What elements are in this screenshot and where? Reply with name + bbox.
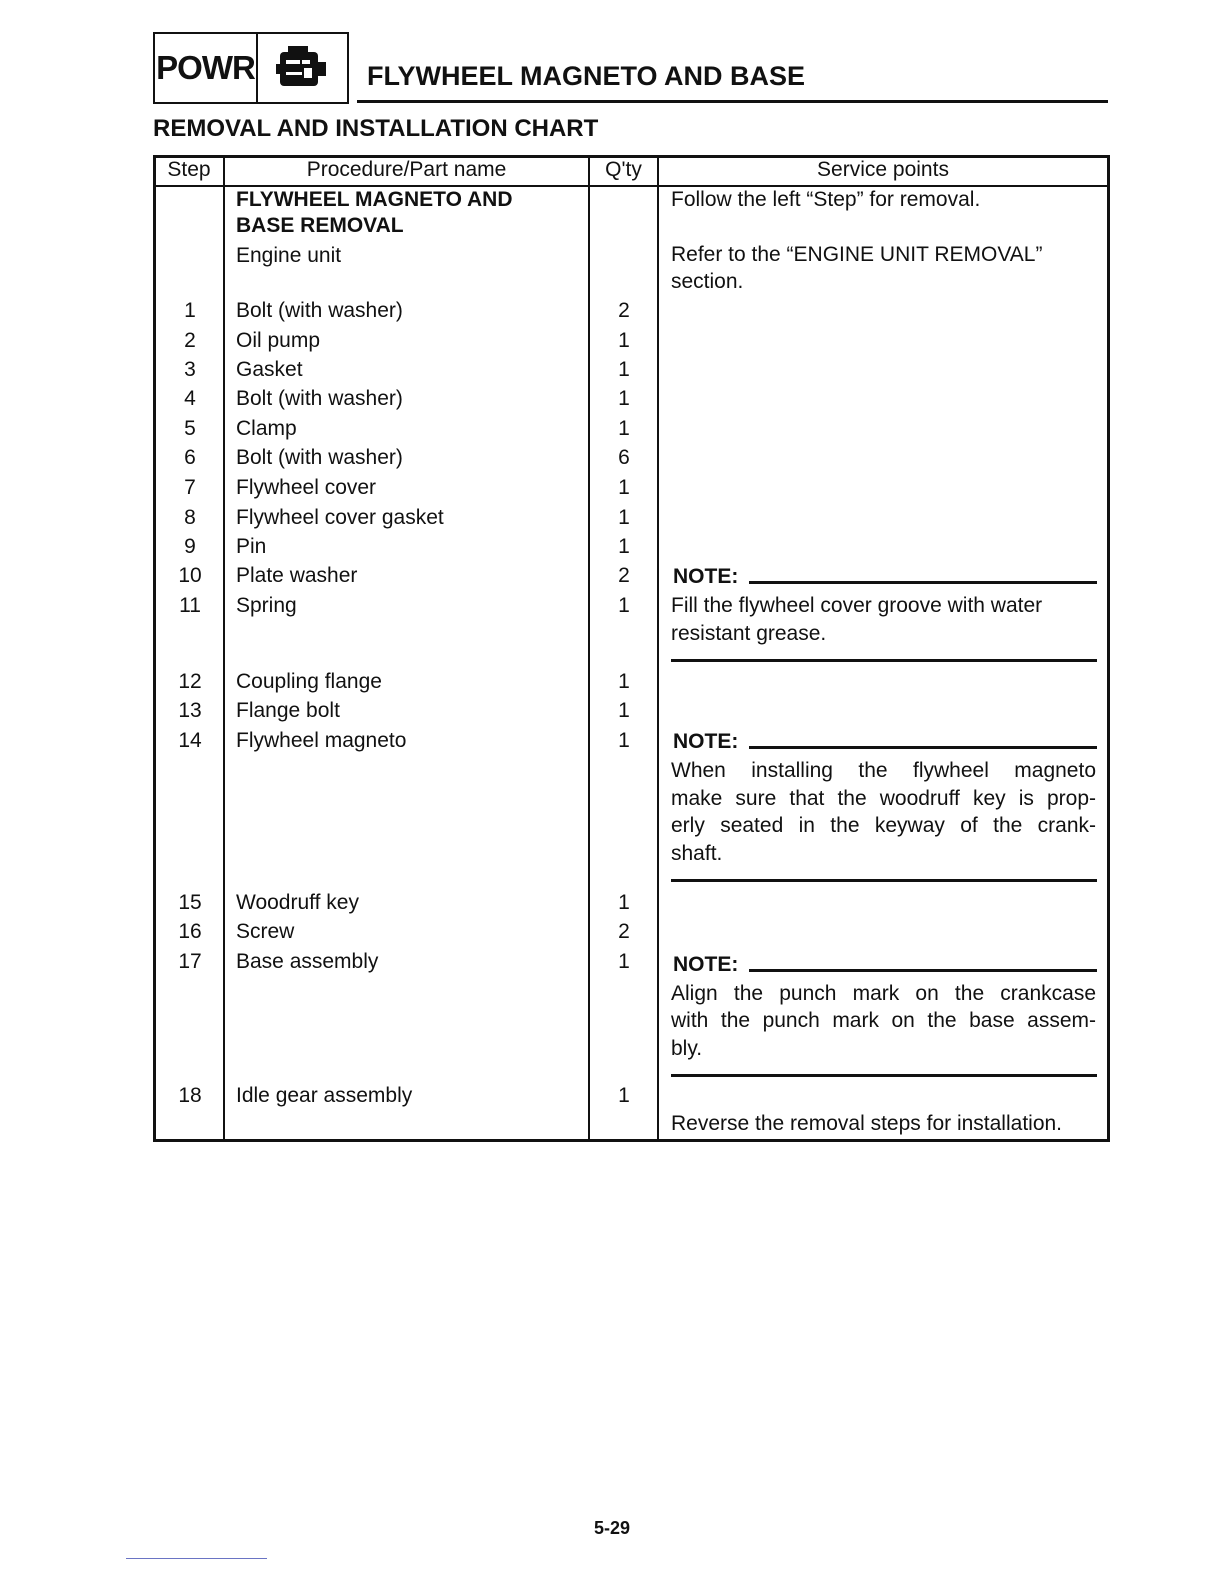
- part-name: Bolt (with washer): [236, 387, 403, 410]
- column-header-qty: Q'ty: [605, 158, 642, 181]
- note-label: NOTE:: [673, 730, 739, 753]
- part-name: Coupling flange: [236, 670, 382, 693]
- part-qty: 1: [618, 535, 630, 558]
- step-number: 16: [178, 920, 202, 943]
- step-number: 12: [178, 670, 202, 693]
- service-point: Refer to the “ENGINE UNIT REMOVAL”: [671, 243, 1043, 266]
- note-end-rule: [671, 659, 1097, 662]
- step-number: 14: [178, 729, 202, 752]
- note-text: When installing the flywheel magneto: [671, 759, 1096, 782]
- column-header-step: Step: [167, 158, 211, 181]
- page-title: FLYWHEEL MAGNETO AND BASE: [367, 61, 806, 91]
- page-number: 5-29: [593, 1518, 631, 1538]
- part-name: Clamp: [236, 417, 297, 440]
- step-number: 3: [184, 358, 196, 381]
- note-text: resistant grease.: [671, 622, 827, 645]
- note-end-rule: [671, 1074, 1097, 1077]
- part-qty: 1: [618, 506, 630, 529]
- part-name: Bolt (with washer): [236, 446, 403, 469]
- part-qty: 2: [618, 299, 630, 322]
- part-qty: 1: [618, 329, 630, 352]
- step-number: 1: [184, 299, 196, 322]
- step-number: 17: [178, 950, 202, 973]
- part-name: Spring: [236, 594, 297, 617]
- engine-power-unit-icon: [258, 34, 347, 102]
- part-name: Flywheel magneto: [236, 729, 407, 752]
- step-number: 7: [184, 476, 196, 499]
- part-name: Idle gear assembly: [236, 1084, 413, 1107]
- part-qty: 1: [618, 950, 630, 973]
- step-number: 18: [178, 1084, 202, 1107]
- step-number: 13: [178, 699, 202, 722]
- part-qty: 1: [618, 729, 630, 752]
- note-text: with the punch mark on the base assem-: [671, 1009, 1096, 1032]
- part-name: Woodruff key: [236, 891, 359, 914]
- section-tag: POWR: [155, 34, 258, 102]
- part-name: Bolt (with washer): [236, 299, 403, 322]
- part-name: Oil pump: [236, 329, 321, 352]
- step-number: 15: [178, 891, 202, 914]
- part-name: Base assembly: [236, 950, 379, 973]
- step-number: 5: [184, 417, 196, 440]
- title-underline: [357, 100, 1108, 103]
- part-name: Gasket: [236, 358, 303, 381]
- note-label: NOTE:: [673, 953, 739, 976]
- procedure-heading: FLYWHEEL MAGNETO AND: [236, 188, 513, 211]
- note-end-rule: [671, 879, 1097, 882]
- part-qty: 1: [618, 594, 630, 617]
- note-text: bly.: [671, 1037, 703, 1060]
- service-point: section.: [671, 270, 744, 293]
- part-qty: 1: [618, 358, 630, 381]
- part-qty: 1: [618, 417, 630, 440]
- part-name: Pin: [236, 535, 267, 558]
- closing-instruction: Reverse the removal steps for installation.: [671, 1112, 1063, 1135]
- service-point: Follow the left “Step” for removal.: [671, 188, 981, 211]
- step-number: 9: [184, 535, 196, 558]
- note-rule: [749, 746, 1097, 749]
- chart-heading: REMOVAL AND INSTALLATION CHART: [153, 115, 599, 142]
- part-qty: 2: [618, 920, 630, 943]
- column-header-procedure: Procedure/Part name: [306, 158, 507, 181]
- part-qty: 1: [618, 476, 630, 499]
- step-number: 8: [184, 506, 196, 529]
- part-qty: 1: [618, 699, 630, 722]
- step-number: 10: [178, 564, 202, 587]
- note-label: NOTE:: [673, 565, 739, 588]
- part-qty: 1: [618, 670, 630, 693]
- part-name: Engine unit: [236, 244, 342, 267]
- note-text: Fill the flywheel cover groove with water: [671, 594, 1043, 617]
- part-name: Flange bolt: [236, 699, 340, 722]
- note-text: shaft.: [671, 842, 723, 865]
- part-qty: 1: [618, 891, 630, 914]
- part-qty: 1: [618, 1084, 630, 1107]
- part-qty: 2: [618, 564, 630, 587]
- note-text: make sure that the woodruff key is prop-: [671, 787, 1096, 810]
- step-number: 11: [179, 594, 201, 617]
- section-badge: [153, 32, 349, 104]
- note-text: erly seated in the keyway of the crank-: [671, 814, 1096, 837]
- step-number: 2: [184, 329, 196, 352]
- part-qty: 1: [618, 387, 630, 410]
- part-name: Flywheel cover: [236, 476, 377, 499]
- step-number: 6: [184, 446, 196, 469]
- part-name: Screw: [236, 920, 295, 943]
- part-name: Plate washer: [236, 564, 358, 587]
- footer-rule: [126, 1558, 267, 1559]
- column-header-service-points: Service points: [817, 158, 949, 181]
- part-qty: 6: [618, 446, 630, 469]
- note-rule: [749, 969, 1097, 972]
- note-rule: [749, 581, 1097, 584]
- part-name: Flywheel cover gasket: [236, 506, 444, 529]
- step-number: 4: [184, 387, 196, 410]
- procedure-heading: BASE REMOVAL: [236, 214, 404, 237]
- note-text: Align the punch mark on the crankcase: [671, 982, 1096, 1005]
